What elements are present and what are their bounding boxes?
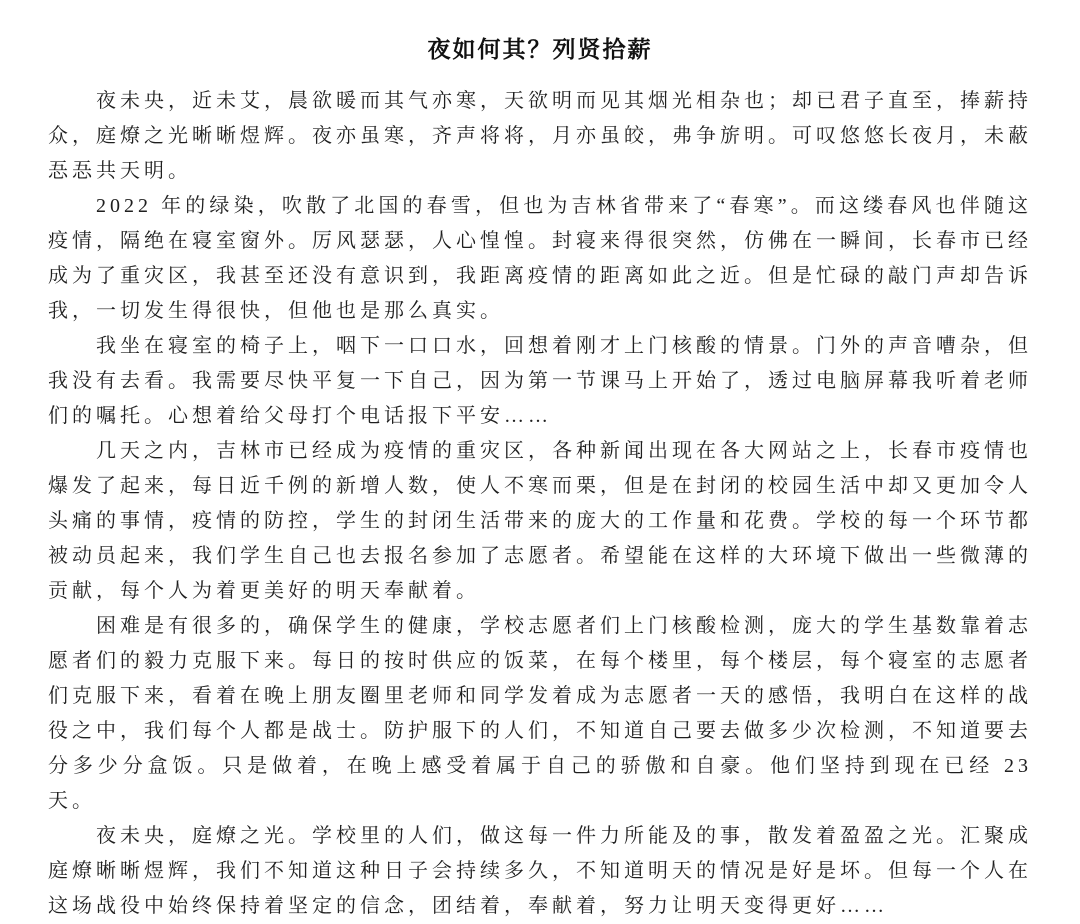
essay-paragraph-6: 夜未央，庭燎之光。学校里的人们，做这每一件力所能及的事，散发着盈盈之光。汇聚成庭燎晰晰煜辉，我们不知道这种日子会持续多久，不知道明天的情况是好是坏。但每一个人在这场战役中始终保持着坚定的信念，团结着，奉献着，努力让明天变得更好…… [48, 825, 1032, 917]
essay-body [48, 84, 1032, 924]
essay-title: 夜如何其？列贤拾薪 [427, 37, 653, 62]
essay-paragraph-3: 我坐在寝室的椅子上，咽下一口口水，回想着刚才上门核酸的情景。门外的声音嘈杂，但我没有去看。我需要尽快平复一下自己，因为第一节课马上开始了，透过电脑屏幕我听着老师们的嘱托。心想着给父母打个电话报下平安…… [48, 335, 1032, 427]
essay-paragraph-2: 2022 年的绿染，吹散了北国的春雪，但也为吉林省带来了“春寒”。而这缕春风也伴随这疫情，隔绝在寝室窗外。厉风瑟瑟，人心惶惶。封寝来得很突然，仿佛在一瞬间，长春市已经成为了重灾区，我甚至还没有意识到，我距离疫情的距离如此之近。但是忙碌的敲门声却告诉我，一切发生得很快，但他也是那么真实。 [48, 195, 1032, 322]
essay-paragraph-4: 几天之内，吉林市已经成为疫情的重灾区，各种新闻出现在各大网站之上，长春市疫情也爆发了起来，每日近千例的新增人数，使人不寒而栗，但是在封闭的校园生活中却又更加令人头痛的事情，疫情的防控，学生的封闭生活带来的庞大的工作量和花费。学校的每一个环节都被动员起来，我们学生自己也去报名参加了志愿者。希望能在这样的大环境下做出一些微薄的贡献，每个人为着更美好的明天奉献着。 [48, 440, 1032, 602]
essay-paragraph-5: 困难是有很多的，确保学生的健康，学校志愿者们上门核酸检测，庞大的学生基数靠着志愿者们的毅力克服下来。每日的按时供应的饭菜，在每个楼里，每个楼层，每个寝室的志愿者们克服下来，看着在晚上朋友圈里老师和同学发着成为志愿者一天的感悟，我明白在这样的战役之中，我们每个人都是战士。防护服下的人们，不知道自己要去做多少次检测，不知道要去分多少分盒饭。只是做着，在晚上感受着属于自己的骄傲和自豪。他们坚持到现在已经 23 天。 [48, 615, 1032, 812]
essay-paragraph-1: 夜未央，近未艾，晨欲暖而其气亦寒，天欲明而见其烟光相杂也；却已君子直至，捧薪持众，庭燎之光晰晰煜辉。夜亦虽寒，齐声将将，月亦虽皎，弗争旂明。可叹悠悠长夜月，未蔽忢忢共天明。 [48, 90, 1032, 182]
